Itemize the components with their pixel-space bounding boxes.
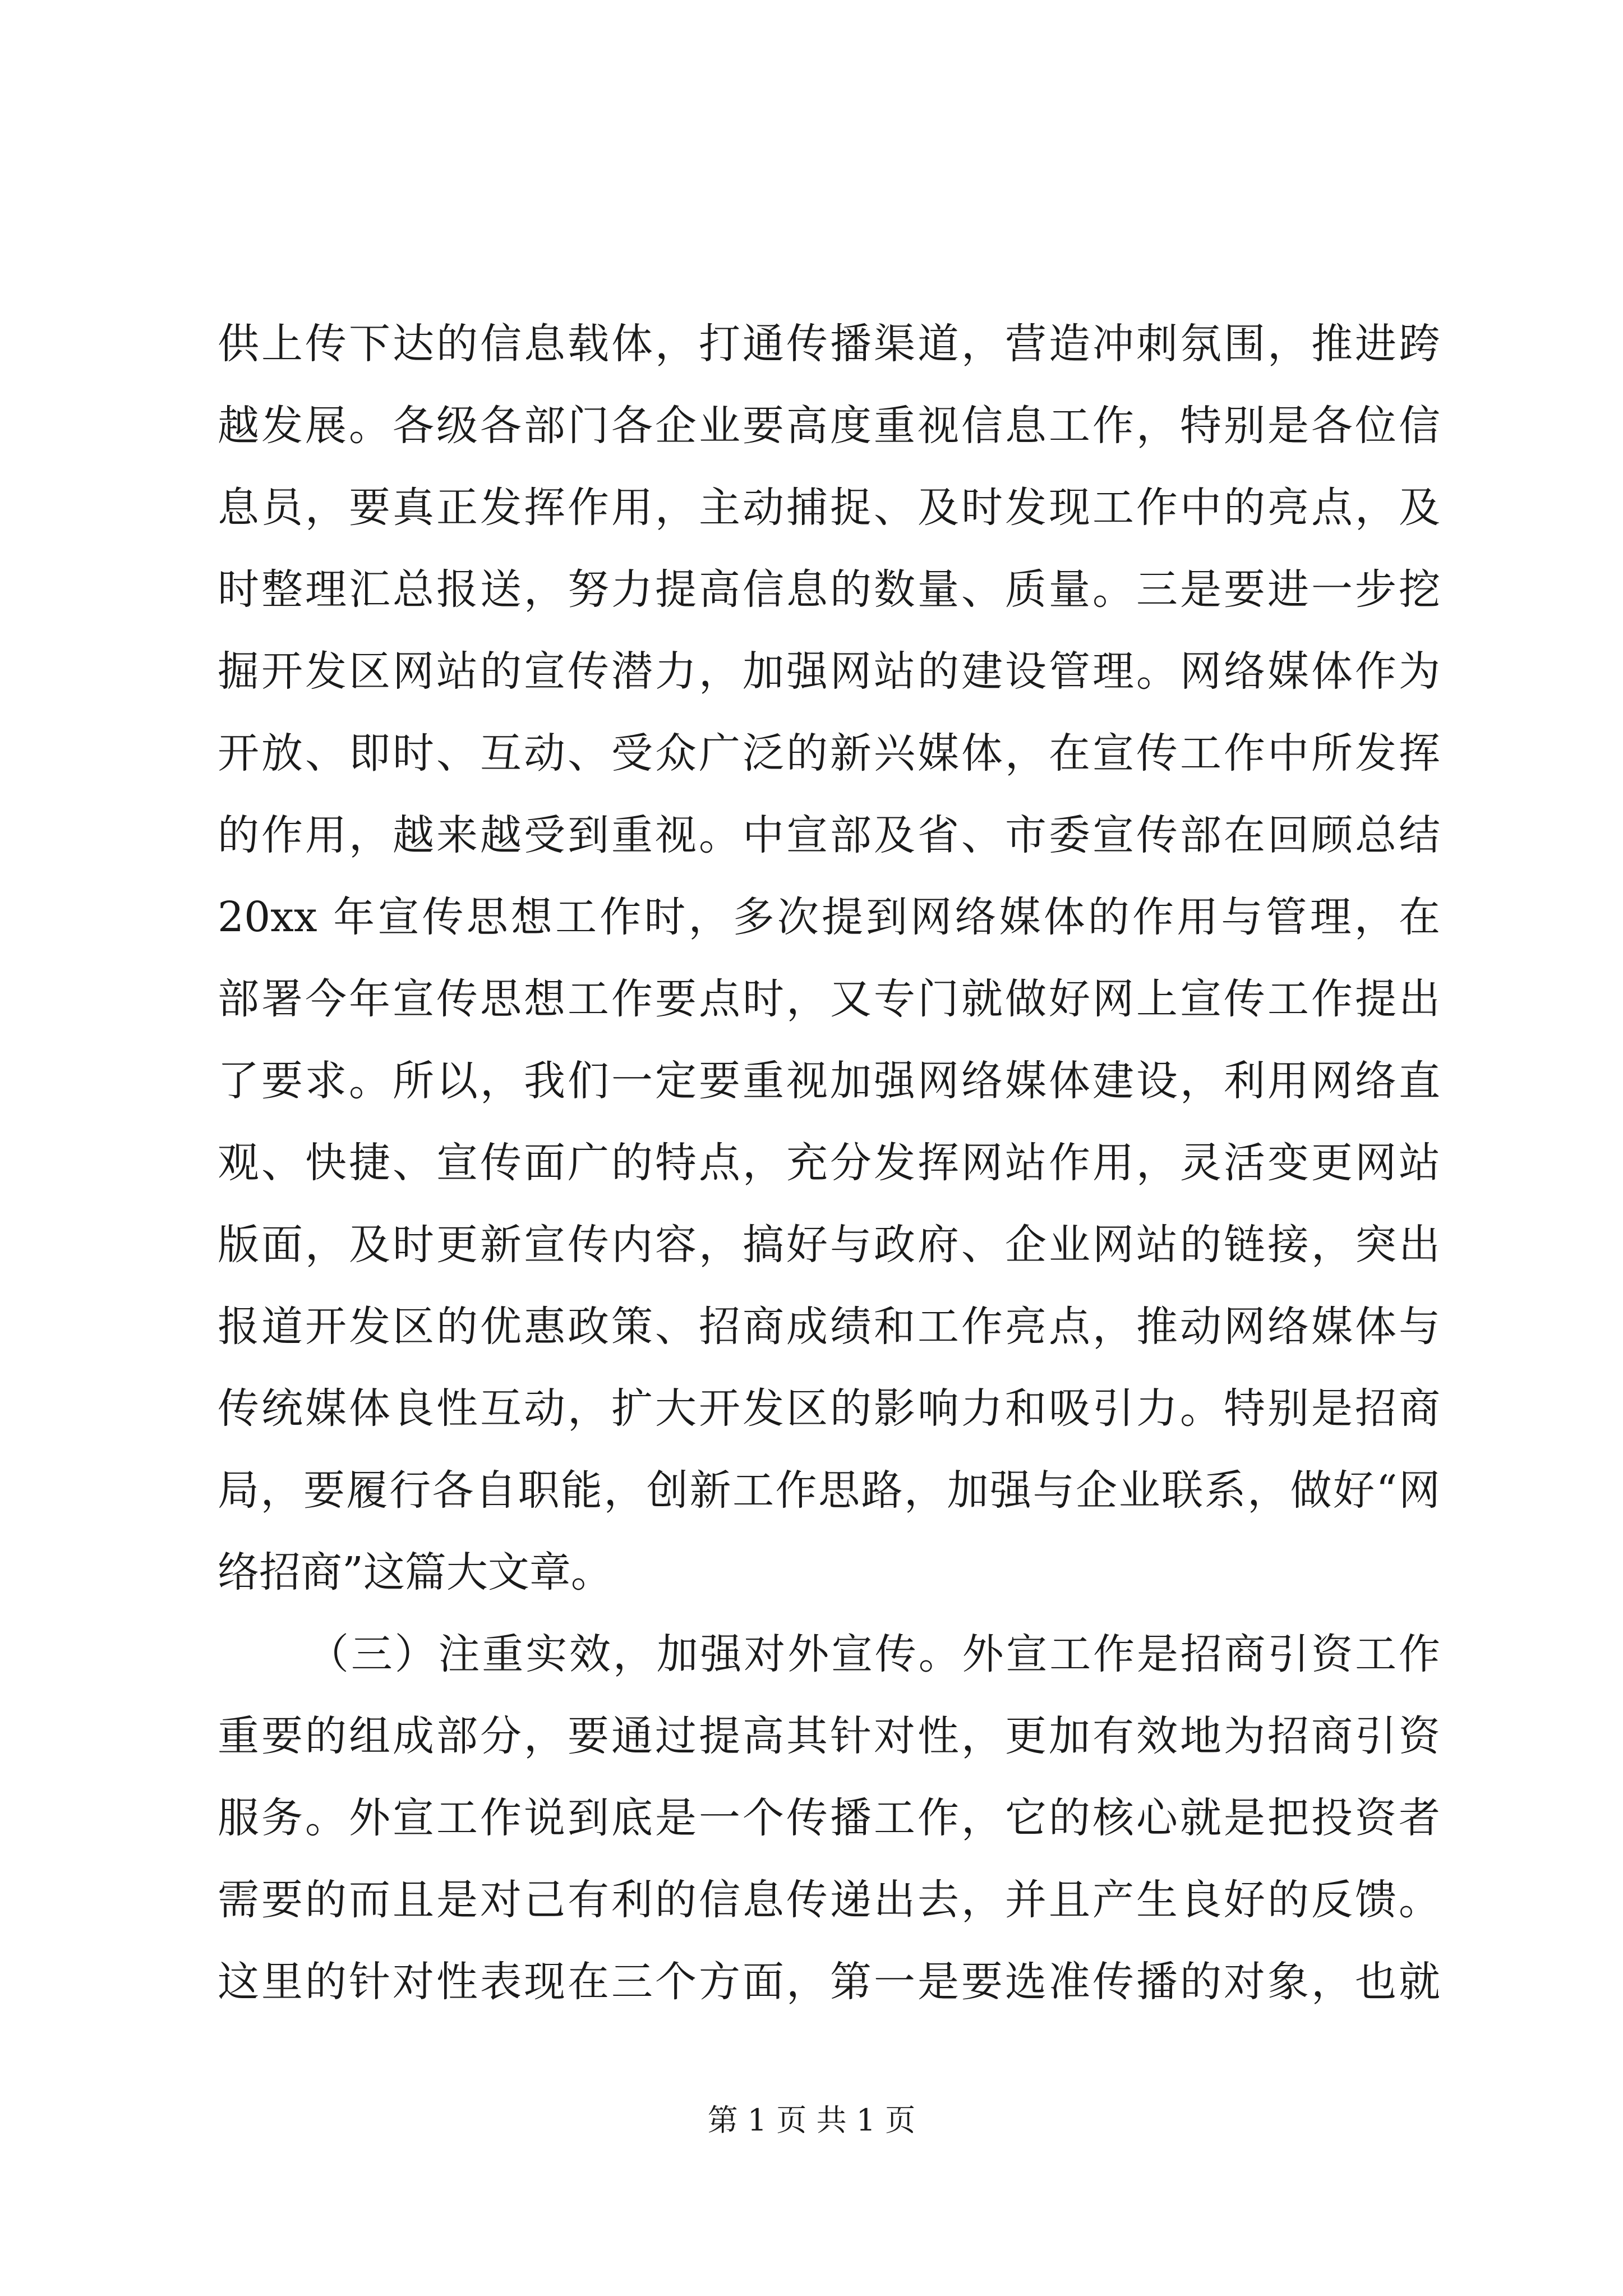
- text-line: 部署今年宣传思想工作要点时，又专门就做好网上宣传工作提出: [218, 975, 1440, 1023]
- text-line: 版面，及时更新宣传内容，搞好与政府、企业网站的链接，突出: [218, 1221, 1440, 1269]
- text-line: 的作用，越来越受到重视。中宣部及省、市委宣传部在回顾总结: [218, 811, 1440, 859]
- text-line: 时整理汇总报送，努力提高信息的数量、质量。三是要进一步挖: [218, 565, 1440, 614]
- page-footer: [0, 2098, 1623, 2143]
- body-text: [218, 303, 1440, 2023]
- text-line: 了要求。所以，我们一定要重视加强网络媒体建设，利用网络直: [218, 1057, 1440, 1105]
- text-line: 需要的而且是对己有利的信息传递出去，并且产生良好的反馈。: [218, 1876, 1440, 1924]
- text-line: 服务。外宣工作说到底是一个传播工作，它的核心就是把投资者: [218, 1794, 1440, 1842]
- text-line: 掘开发区网站的宣传潜力，加强网站的建设管理。网络媒体作为: [218, 647, 1440, 696]
- text-line: 这里的针对性表现在三个方面，第一是要选准传播的对象，也就: [218, 1958, 1440, 2006]
- text-line: 观、快捷、宣传面广的特点，充分发挥网站作用，灵活变更网站: [218, 1139, 1440, 1187]
- text-line: 20xx 年宣传思想工作时，多次提到网络媒体的作用与管理，在: [218, 893, 1440, 941]
- text-line-paragraph-start: （三）注重实效，加强对外宣传。外宣工作是招商引资工作: [307, 1630, 1440, 1678]
- text-line: 息员，要真正发挥作用，主动捕捉、及时发现工作中的亮点，及: [218, 484, 1440, 532]
- text-line: 重要的组成部分，要通过提高其针对性，更加有效地为招商引资: [218, 1712, 1440, 1760]
- text-line: 开放、即时、互动、受众广泛的新兴媒体，在宣传工作中所发挥: [218, 729, 1440, 777]
- text-line: 越发展。各级各部门各企业要高度重视信息工作，特别是各位信: [218, 402, 1440, 450]
- text-line-paragraph-end: 络招商”这篇大文章。: [218, 1548, 612, 1596]
- text-line: 报道开发区的优惠政策、招商成绩和工作亮点，推动网络媒体与: [218, 1303, 1440, 1351]
- text-line: 局，要履行各自职能，创新工作思路，加强与企业联系，做好“网: [218, 1466, 1440, 1515]
- text-line: 供上传下达的信息载体，打通传播渠道，营造冲刺氛围，推进跨: [218, 320, 1440, 368]
- page-number-label: 第 1 页 共 1 页: [707, 2102, 916, 2138]
- text-line: 传统媒体良性互动，扩大开发区的影响力和吸引力。特别是招商: [218, 1384, 1440, 1433]
